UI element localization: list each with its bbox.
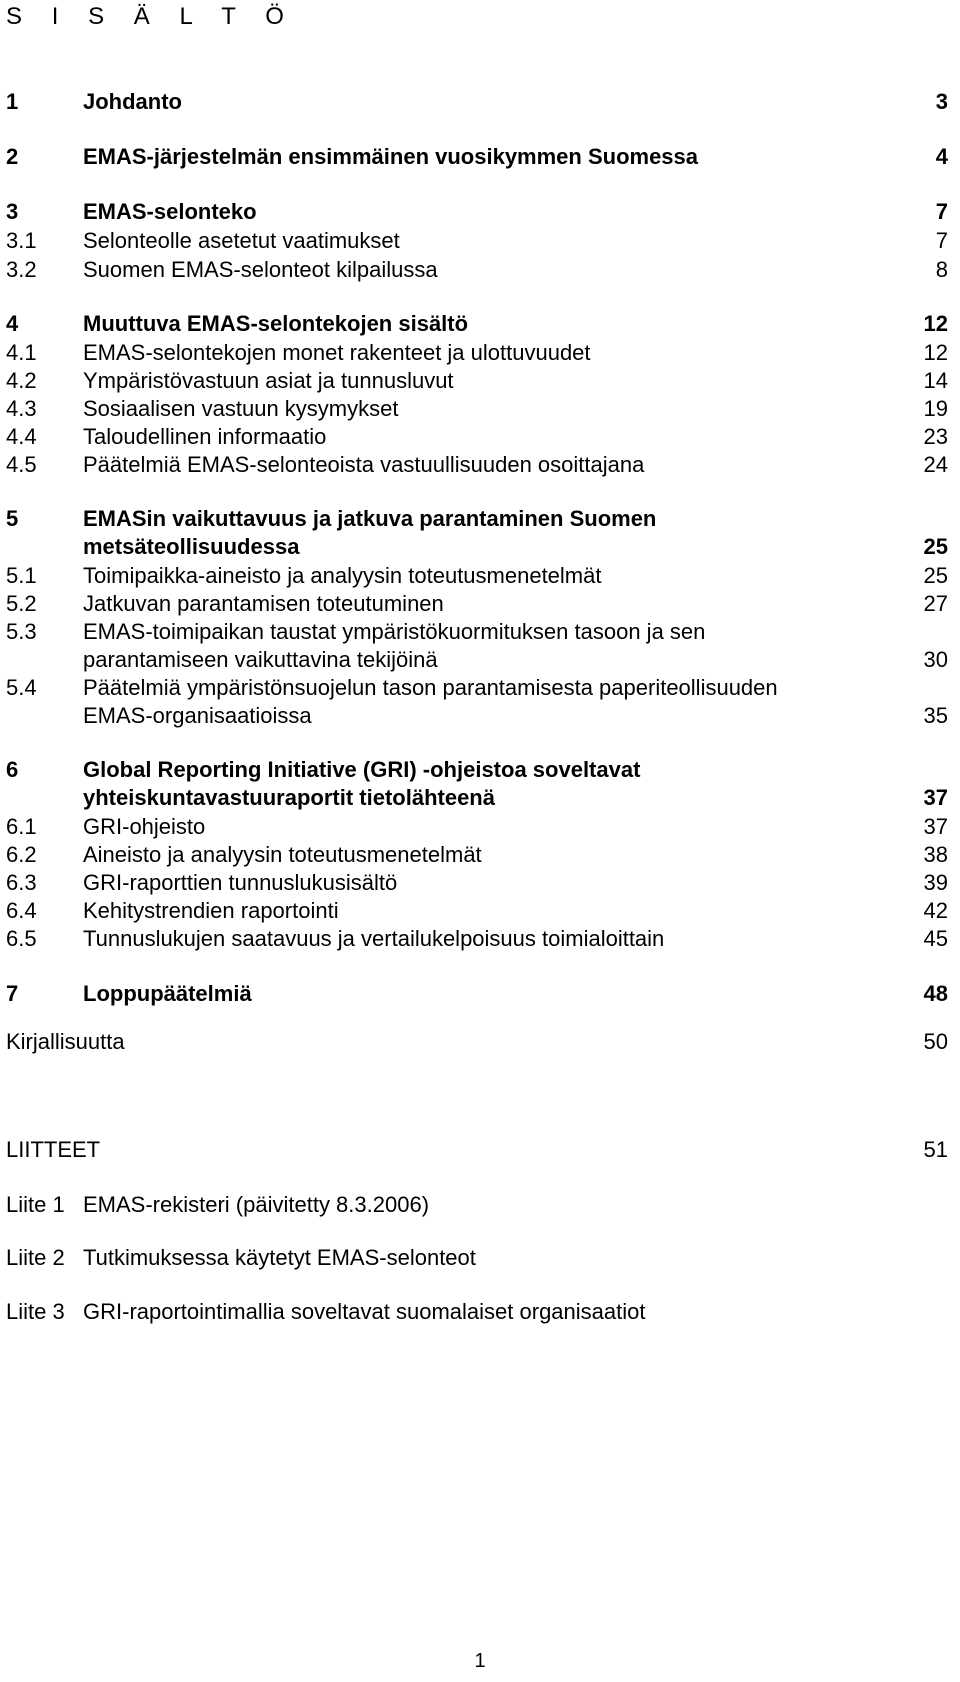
toc-entry-page: 7	[935, 228, 948, 253]
toc-entry-page: 25	[923, 563, 948, 588]
toc-entry-title: EMASin vaikuttavuus ja jatkuva parantaminen Suomen	[83, 506, 657, 531]
toc-entry-title: Tunnuslukujen saatavuus ja vertailukelpoisuus toimialoittain	[83, 926, 665, 951]
entry-text: LIITTEET	[6, 1137, 101, 1162]
toc-entry-page: 19	[923, 396, 948, 421]
toc-entry-page: 45	[923, 926, 948, 951]
toc-entry-number: 3.1	[6, 228, 37, 253]
toc-entry-title: Kehitystrendien raportointi	[83, 898, 339, 923]
toc-entry-number: 5.3	[6, 619, 37, 644]
toc-entry-title: yhteiskuntavastuuraportit tietolähteenä	[83, 785, 495, 810]
toc-entry-page: 3	[935, 89, 948, 114]
toc-entry-page: 27	[923, 591, 948, 616]
toc-entry-number: 7	[6, 981, 19, 1006]
toc-entry-title: Loppupäätelmiä	[83, 981, 252, 1006]
toc-entry-page: 42	[923, 898, 948, 923]
toc-entry-page: 8	[935, 257, 948, 282]
toc-entry-title: EMAS-selontekojen monet rakenteet ja ulottuvuudet	[83, 340, 591, 365]
toc-entry-title: metsäteollisuudessa	[83, 534, 300, 559]
toc-entry-title: Global Reporting Initiative (GRI) -ohjeistoa soveltavat	[83, 757, 641, 782]
toc-entry-title: Jatkuvan parantamisen toteutuminen	[83, 591, 444, 616]
toc-entry-page: 12	[923, 340, 948, 365]
appendix-title: EMAS-rekisteri (päivitetty 8.3.2006)	[83, 1192, 430, 1217]
toc-entry-title: Sosiaalisen vastuun kysymykset	[83, 396, 399, 421]
toc-entry-number: 6.1	[6, 814, 37, 839]
toc-entry-number: 3.2	[6, 257, 37, 282]
toc-entry-number: 4.1	[6, 340, 37, 365]
toc-entry-page: 39	[923, 870, 948, 895]
toc-entry-title: parantamiseen vaikuttavina tekijöinä	[83, 647, 438, 672]
page-number: 1	[474, 1650, 486, 1672]
toc-entry-page: 12	[923, 311, 948, 336]
toc-entry-number: 5.2	[6, 591, 37, 616]
toc-entry-number: 4	[6, 311, 19, 336]
toc-entry-number: 1	[6, 89, 19, 114]
toc-entry-number: 6.4	[6, 898, 37, 923]
toc-entry-number: 2	[6, 144, 19, 169]
toc-entry-page: 23	[923, 424, 948, 449]
entry-text: Kirjallisuutta	[6, 1029, 125, 1054]
toc-entry-number: 6	[6, 757, 19, 782]
entry-page: 51	[923, 1137, 948, 1162]
toc-entry-title: Muuttuva EMAS-selontekojen sisältö	[83, 311, 469, 336]
toc-entry-page: 37	[923, 814, 948, 839]
toc-entry-title: GRI-ohjeisto	[83, 814, 206, 839]
appendix-number: Liite 1	[6, 1192, 65, 1217]
toc-entry-page: 25	[923, 534, 948, 559]
toc-entry-page: 35	[923, 703, 948, 728]
toc-entry-page: 30	[923, 647, 948, 672]
toc-entry-number: 5.4	[6, 675, 37, 700]
toc-entry-title: EMAS-järjestelmän ensimmäinen vuosikymmen Suomessa	[83, 144, 699, 169]
toc-entry-page: 7	[935, 199, 948, 224]
page-title: S I S Ä L T Ö	[6, 3, 296, 30]
appendix-title: Tutkimuksessa käytetyt EMAS-selonteot	[83, 1245, 476, 1270]
toc-entry-number: 4.3	[6, 396, 37, 421]
toc-entry-page: 37	[923, 785, 948, 810]
toc-entry-number: 5	[6, 506, 19, 531]
toc-entry-title: EMAS-toimipaikan taustat ympäristökuormituksen tasoon ja sen	[83, 619, 706, 644]
toc-entry-page: 38	[923, 842, 948, 867]
toc-entry-number: 4.4	[6, 424, 37, 449]
toc-entry-page: 14	[923, 368, 948, 393]
toc-entry-number: 6.3	[6, 870, 37, 895]
appendix-title: GRI-raportointimallia soveltavat suomalaiset organisaatiot	[83, 1299, 646, 1324]
toc-entry-title: Selonteolle asetetut vaatimukset	[83, 228, 400, 253]
toc-entry-page: 4	[935, 144, 948, 169]
toc-entry-title: Päätelmiä ympäristönsuojelun tason parantamisesta paperiteollisuuden	[83, 675, 778, 700]
entry-page: 50	[923, 1029, 948, 1054]
toc-entry-title: Aineisto ja analyysin toteutusmenetelmät	[83, 842, 482, 867]
toc-entry-title: GRI-raporttien tunnuslukusisältö	[83, 870, 398, 895]
toc-entry-title: Suomen EMAS-selonteot kilpailussa	[83, 257, 438, 282]
toc-entry-page: 48	[923, 981, 948, 1006]
toc-entry-number: 3	[6, 199, 19, 224]
toc-entry-title: Toimipaikka-aineisto ja analyysin toteutusmenetelmät	[83, 563, 602, 588]
toc-entry-page: 24	[923, 452, 948, 477]
toc-entry-number: 4.2	[6, 368, 37, 393]
toc-entry-title: EMAS-organisaatioissa	[83, 703, 312, 728]
toc-entry-title: EMAS-selonteko	[83, 199, 257, 224]
toc-entry-number: 4.5	[6, 452, 37, 477]
toc-entry-number: 5.1	[6, 563, 37, 588]
toc-entry-number: 6.2	[6, 842, 37, 867]
toc-entry-title: Taloudellinen informaatio	[83, 424, 327, 449]
appendix-number: Liite 3	[6, 1299, 65, 1324]
toc-entry-title: Päätelmiä EMAS-selonteoista vastuullisuuden osoittajana	[83, 452, 645, 477]
toc-entry-title: Johdanto	[83, 89, 182, 114]
toc-entry-number: 6.5	[6, 926, 37, 951]
toc-entry-title: Ympäristövastuun asiat ja tunnusluvut	[83, 368, 454, 393]
appendix-number: Liite 2	[6, 1245, 65, 1270]
